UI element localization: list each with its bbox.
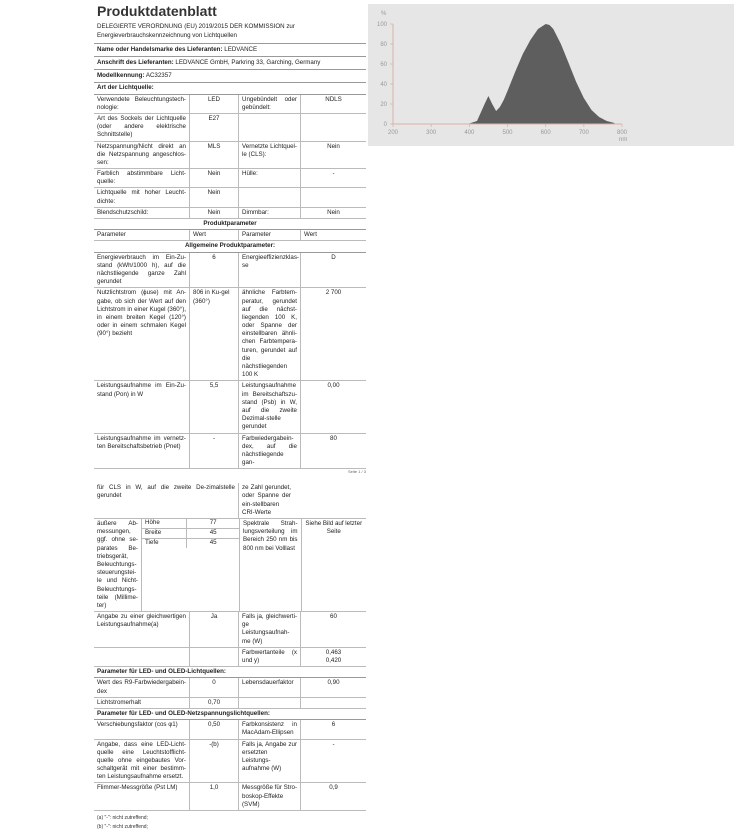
param-label: Blendschutzschild: bbox=[94, 208, 190, 218]
dimension-width bbox=[142, 529, 239, 539]
param-label bbox=[239, 188, 301, 206]
light-source-type-heading: Art der Lichtquelle: bbox=[94, 83, 366, 94]
dimension-key: Breite bbox=[142, 529, 187, 538]
x-tick-label: 700 bbox=[578, 130, 589, 136]
param-label: Energieverbrauch im Ein-Zu-stand (kWh/1000 h), auf die nächstliegende ganze Zahl gerundet bbox=[94, 253, 190, 288]
table-row bbox=[94, 740, 366, 784]
spectrum-plot bbox=[368, 4, 734, 146]
param-label-continued: für CLS in W, auf die zweite De-zimalstelle gerundet bbox=[94, 483, 239, 518]
param-label: Messgröße für Stro-boskop-Effekte (SVM) bbox=[239, 783, 301, 810]
y-tick-label: 100 bbox=[376, 22, 387, 28]
table-row bbox=[94, 720, 366, 739]
param-label: ähnliche Farbtem-peratur, gerundet auf die nächst-liegenden 100 K, oder Spanne der einstellbaren ähnli-chen Farbtempera-turen, gerundet auf die nächstliegenden 100 K bbox=[239, 288, 301, 380]
param-value: 0,463 0,420 bbox=[325, 648, 342, 665]
param-value bbox=[190, 648, 239, 666]
x-tick-label: 200 bbox=[387, 130, 399, 136]
param-value: 80 bbox=[330, 434, 337, 442]
param-value: 6 bbox=[331, 721, 336, 729]
model-label: Modellkennung: bbox=[97, 72, 145, 80]
dimension-key: Tiefe bbox=[142, 539, 187, 548]
param-label: Farbwiedergabein-dex, auf die nächstliegende gan- bbox=[239, 434, 301, 469]
param-label bbox=[239, 698, 301, 708]
param-label: Lebensdauerfaktor bbox=[239, 678, 301, 696]
footnote: (a) "-": nicht zutreffend; bbox=[97, 815, 148, 822]
col-header-value: Wert bbox=[190, 230, 239, 240]
page-title: Produktdatenblatt bbox=[97, 3, 217, 19]
param-value: 6 bbox=[190, 253, 239, 288]
param-label: Dimmbar: bbox=[239, 208, 301, 218]
col-header-value: Wert bbox=[304, 231, 317, 239]
y-tick-label: 0 bbox=[383, 122, 387, 128]
supplier-name-label: Name oder Handelsmarke des Lieferanten: bbox=[97, 45, 223, 53]
x-tick-label: 400 bbox=[464, 130, 475, 136]
param-label: Lichtstromerhalt bbox=[94, 698, 190, 708]
table-row bbox=[94, 288, 366, 381]
x-tick-label: 300 bbox=[426, 130, 437, 136]
dimension-value: 45 bbox=[209, 539, 217, 547]
x-axis-label: nm bbox=[619, 137, 628, 143]
table-row bbox=[94, 678, 366, 697]
table-row bbox=[94, 114, 366, 142]
dimension-value: 45 bbox=[209, 529, 217, 537]
general-params-heading: Allgemeine Produktparameter: bbox=[94, 241, 366, 252]
dimensions-row bbox=[94, 519, 366, 612]
param-value: 60 bbox=[330, 613, 337, 621]
table-row bbox=[94, 698, 366, 709]
param-value: Nein bbox=[327, 142, 340, 150]
table-row bbox=[94, 434, 366, 470]
param-value: Nein bbox=[190, 169, 239, 187]
param-label: Verwendete Beleuchtungstech-nologie: bbox=[94, 95, 190, 113]
param-value: Nein bbox=[190, 188, 239, 206]
param-value: Nein bbox=[327, 208, 340, 216]
param-label bbox=[94, 648, 190, 666]
table-row bbox=[94, 253, 366, 289]
x-tick-label: 600 bbox=[540, 130, 551, 136]
x-tick-label: 500 bbox=[502, 130, 513, 136]
page-number: Seite 1 / 3 bbox=[347, 469, 366, 475]
dimensions-label: äußere Ab-messungen, ggf. ohne se-parates Be-triebsgerät, Beleuchtungs-steuerungstei-le und Nicht-Beleuchtungs-teile (Millime-ter) bbox=[94, 519, 142, 611]
param-value: 0,50 bbox=[190, 720, 239, 738]
table-row bbox=[94, 612, 366, 648]
supplier-address-row bbox=[94, 57, 366, 70]
table-row bbox=[94, 188, 366, 207]
table-row bbox=[94, 142, 366, 170]
param-label: Energieeffizienzklas-se bbox=[239, 253, 301, 288]
col-header-param: Parameter bbox=[94, 230, 190, 240]
y-axis-label: % bbox=[381, 11, 387, 17]
dimension-height bbox=[142, 519, 239, 529]
param-label: Ungebündelt oder gebündelt: bbox=[239, 95, 301, 113]
param-value: 0,90 bbox=[327, 679, 340, 687]
param-label: Leistungsaufnahme im Ein-Zu-stand (Pon) in W bbox=[94, 381, 190, 432]
param-value: D bbox=[331, 253, 336, 261]
param-value: 1,0 bbox=[190, 783, 239, 810]
param-value: 0,9 bbox=[329, 784, 338, 792]
param-label-continued: ze Zahl gerundet, oder Spanne der ein-stellbaren CRI-Werte bbox=[242, 484, 291, 516]
param-value: 0,70 bbox=[190, 698, 239, 708]
supplier-address-label: Anschrift des Lieferanten: bbox=[97, 59, 174, 67]
param-label: Angabe, dass eine LED-Licht-quelle eine Leuchtstofflicht-quelle ohne eingebautes Vor-schaltgerät mit einer bestimm-ten Leistungsaufnahme ersetzt. bbox=[94, 740, 190, 783]
param-value: Nein bbox=[190, 208, 239, 218]
param-label: Hülle: bbox=[239, 169, 301, 187]
param-label: Flimmer-Messgröße (Pst LM) bbox=[94, 783, 190, 810]
table-row bbox=[94, 483, 366, 519]
product-params-heading: Produktparameter bbox=[94, 219, 366, 230]
spectrum-area bbox=[462, 24, 615, 124]
param-value: LED bbox=[190, 95, 239, 113]
table-row bbox=[94, 648, 366, 667]
dimension-value: 77 bbox=[209, 519, 217, 527]
param-value: Siehe Bild auf letzter Seite bbox=[305, 520, 363, 536]
param-label: Farbkonsistenz in MacAdam-Ellipsen bbox=[239, 720, 301, 738]
param-label: Netzspannung/Nicht direkt an die Netzspannung angeschlos-sen: bbox=[94, 142, 190, 169]
dimension-depth bbox=[142, 539, 239, 548]
dimension-key: Höhe bbox=[142, 519, 187, 528]
y-tick-label: 20 bbox=[380, 102, 387, 108]
type-table bbox=[94, 95, 366, 219]
param-value: - bbox=[332, 740, 335, 748]
mains-params-heading: Parameter für LED- und OLED-Netzspannungslichtquellen: bbox=[94, 709, 366, 720]
param-value bbox=[301, 188, 366, 206]
param-label: Leistungsaufnahme im vernetz-ten Bereitschaftsbetrieb (Pnet) bbox=[94, 434, 190, 469]
x-tick-label: 800 bbox=[616, 130, 628, 136]
param-label: Falls ja, gleichwerti-ge Leistungsaufnah-me (W) bbox=[239, 612, 301, 647]
param-label: Spektrale Strah-lungsverteilung im Bereich 250 nm bis 800 nm bei Volllast bbox=[240, 519, 302, 611]
param-label: Falls ja, Angabe zur ersetzten Leistungs-aufnahme (W) bbox=[239, 740, 301, 783]
param-label: Lichtquelle mit hoher Leucht-dichte: bbox=[94, 188, 190, 206]
model-row bbox=[94, 70, 366, 83]
model-value: AC32357 bbox=[145, 72, 172, 80]
param-label: Art des Sockels der Lichtquelle (oder andere elektrische Schnittstelle) bbox=[94, 114, 190, 141]
spectral-distribution-chart bbox=[368, 4, 734, 146]
param-value bbox=[301, 698, 366, 708]
led-params-heading: Parameter für LED- und OLED-Lichtquellen: bbox=[94, 667, 366, 678]
param-label: Farblich abstimmbare Licht-quelle: bbox=[94, 169, 190, 187]
table-row bbox=[94, 169, 366, 188]
param-label: Nutzlichtstrom (ɸuse) mit An-gabe, ob sich der Wert auf den Lichtstrom in einer Kugel (360°), in einem breiten Kegel (120°) oder in einem schmalen Kegel (90°) bezieht bbox=[94, 288, 190, 380]
y-tick-label: 60 bbox=[380, 62, 387, 68]
param-label: Wert des R9-Farbwiedergabein-dex bbox=[94, 678, 190, 696]
table-row bbox=[94, 783, 366, 811]
table-header-row bbox=[94, 230, 366, 241]
y-tick-label: 40 bbox=[380, 82, 387, 88]
param-value bbox=[301, 114, 366, 141]
param-value: -(b) bbox=[190, 740, 239, 783]
table-row bbox=[94, 95, 366, 114]
param-label: Leistungsaufnahme im Bereitschaftszu-stand (Psb) in W, auf die zweite Dezimal-stelle gerundet bbox=[239, 381, 301, 432]
regulation-intro: DELEGIERTE VERORDNUNG (EU) 2019/2015 DER KOMMISSION zur Energieverbrauchskennzeichnung von Lichtquellen bbox=[94, 23, 366, 43]
param-label bbox=[239, 114, 301, 141]
param-value: - bbox=[332, 170, 335, 178]
param-value: 5,5 bbox=[190, 381, 239, 432]
param-value: E27 bbox=[190, 114, 239, 141]
param-label: Vernetzte Lichtquel-le (CLS): bbox=[239, 142, 301, 169]
col-header-param: Parameter bbox=[239, 230, 301, 240]
param-label: Verschiebungsfaktor (cos φ1) bbox=[94, 720, 190, 738]
param-value: NDLS bbox=[325, 95, 342, 103]
supplier-name-value: LEDVANCE bbox=[224, 45, 258, 53]
supplier-name-row bbox=[94, 44, 366, 57]
param-value: 806 in Ku-gel (360°) bbox=[190, 288, 239, 380]
product-datasheet bbox=[94, 0, 366, 830]
param-label: Farbwertanteile (x und y) bbox=[239, 648, 301, 666]
param-value: 0 bbox=[190, 678, 239, 696]
param-value: Ja bbox=[190, 612, 239, 647]
param-label: Angabe zu einer gleichwertigen Leistungsaufnahme(a) bbox=[94, 612, 190, 647]
param-value: 2 700 bbox=[325, 289, 342, 297]
table-row bbox=[94, 208, 366, 219]
param-value: 0,00 bbox=[327, 382, 340, 390]
y-tick-label: 80 bbox=[380, 42, 387, 48]
table-row bbox=[94, 381, 366, 433]
footnote: (b) "-": nicht zutreffend; bbox=[97, 823, 148, 830]
param-value: - bbox=[190, 434, 239, 469]
param-value: MLS bbox=[190, 142, 239, 169]
supplier-address-value: LEDVANCE GmbH, Parkring 33, Garching, Germany bbox=[175, 59, 321, 67]
